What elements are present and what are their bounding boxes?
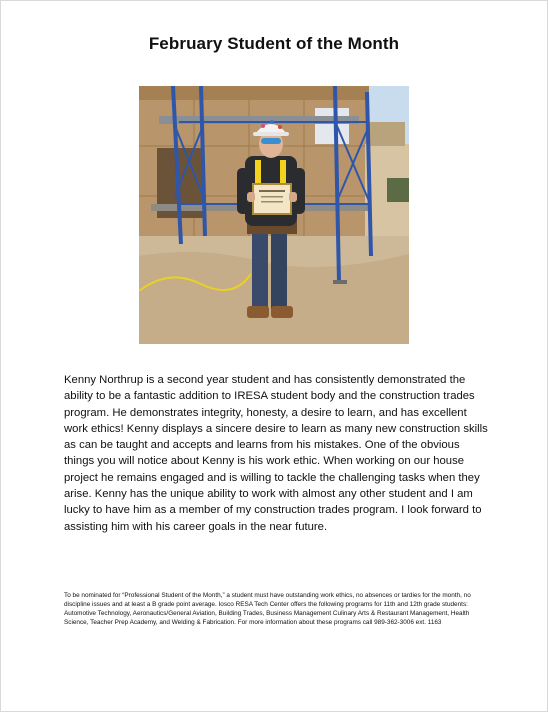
student-photo [139, 86, 409, 344]
student-description: Kenny Northrup is a second year student and has consistently demonstrated the ability to be a fantastic addition to IRESA student body and the construction trades program. He demonstrates integrity, honesty, a desire to learn, and has excellent work ethics! Kenny displays a sincere desire to learn as many new construction skills as can be taught and accepts and learns from his mistakes. One of the obvious things you will notice about Kenny is his work ethic. When working on our house project he remains engaged and is willing to tackle the challenging tasks when they arise. Kenny has the unique ability to work with almost any other student and I am lucky to have him as a member of my construction trades program. I look forward to assisting him with his career goals in the near future. [64, 374, 488, 533]
page-title: February Student of the Month [148, 34, 400, 53]
nomination-footnote: To be nominated for “Professional Student of the Month,” a student must have outstanding work ethics, no absences or tardies for the month, no discipline issues and at least a B grade point average. Iosco RESA Tech Center offers the following programs for 11th and 12th grade students: Automotive Technology, Aeronautics/General Aviation, Building Trades, Business Management Culinary Arts & Restaurant Management, Health Science, Teacher Prep Academy, and Welding & Fabrication. For more information about these programs call 989-362-3006 ext. 1163 [64, 592, 471, 627]
